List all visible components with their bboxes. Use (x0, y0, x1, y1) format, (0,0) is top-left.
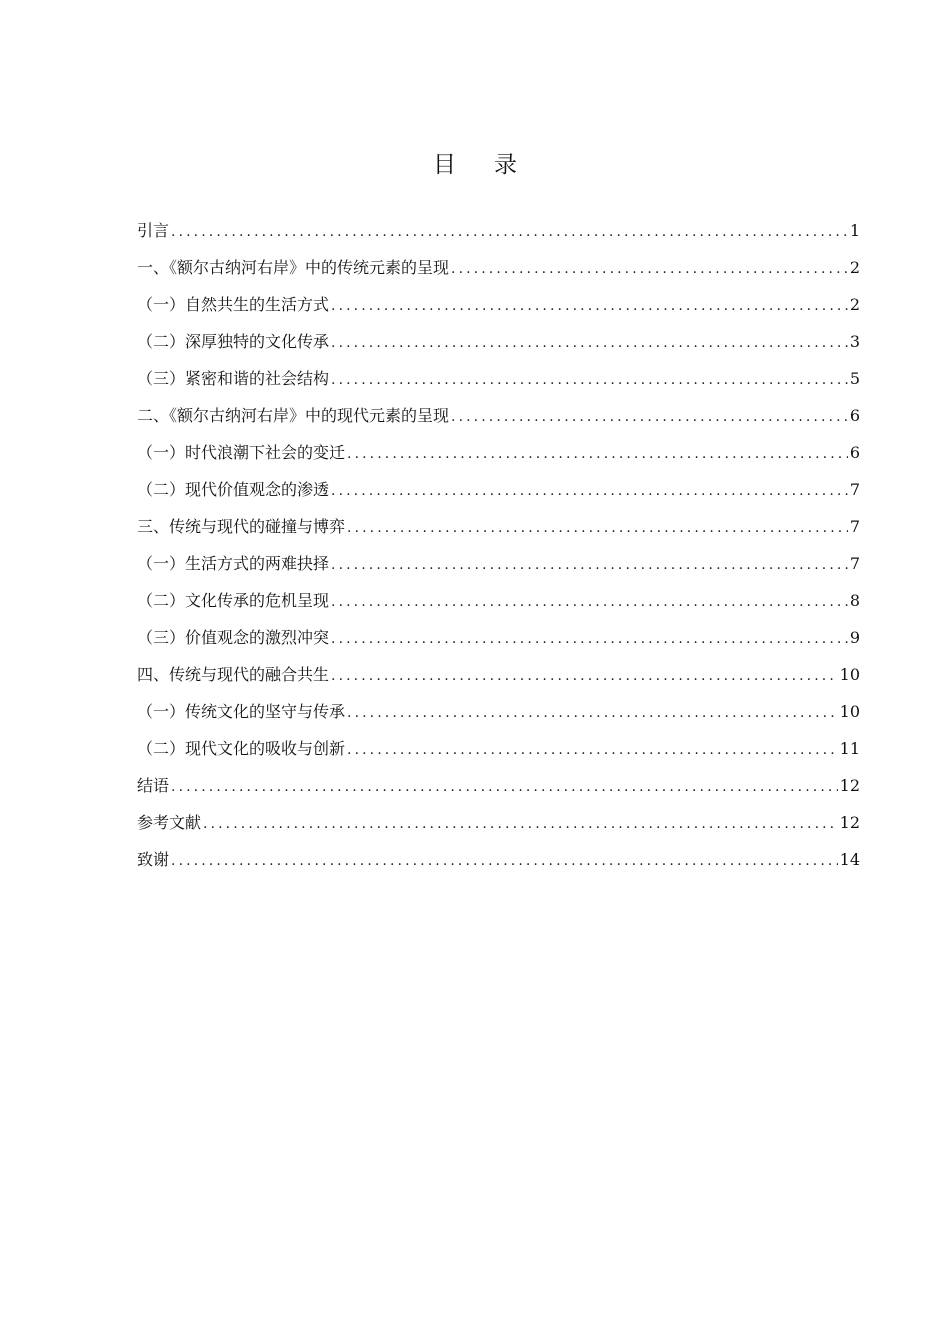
toc-leader-dots (331, 288, 848, 325)
toc-entry-section-1-3[interactable] (137, 360, 860, 397)
toc-leader-dots (203, 806, 838, 843)
toc-entry-label: （一）生活方式的两难抉择 (137, 554, 330, 573)
toc-page-number: 7 (849, 480, 860, 499)
toc-page-number: 2 (849, 295, 860, 314)
toc-entry-chapter-3[interactable] (137, 508, 860, 545)
toc-entry-label: （一）传统文化的坚守与传承 (137, 702, 346, 721)
toc-page-number: 8 (849, 591, 860, 610)
toc-page-number: 10 (839, 702, 860, 721)
toc-title (0, 146, 950, 179)
toc-entry-introduction[interactable] (137, 212, 860, 249)
toc-entry-label: 致谢 (137, 850, 170, 869)
toc-entry-label: 三、传统与现代的碰撞与博弈 (137, 517, 346, 536)
toc-leader-dots (171, 214, 848, 251)
toc-entry-label: 四、传统与现代的融合共生 (137, 665, 330, 684)
toc-page-number: 6 (849, 443, 860, 462)
toc-entry-label: 引言 (137, 221, 170, 240)
toc-entry-section-3-3[interactable] (137, 619, 860, 656)
toc-page-number: 10 (839, 665, 860, 684)
toc-entry-label: （二）文化传承的危机呈现 (137, 591, 330, 610)
toc-entry-section-1-1[interactable] (137, 286, 860, 323)
toc-entry-label: （三）价值观念的激烈冲突 (137, 628, 330, 647)
toc-leader-dots (331, 473, 848, 510)
toc-leader-dots (347, 695, 838, 732)
toc-page-number: 6 (849, 406, 860, 425)
toc-page-number: 7 (849, 554, 860, 573)
toc-entry-label: （二）深厚独特的文化传承 (137, 332, 330, 351)
toc-leader-dots (171, 843, 838, 880)
toc-leader-dots (347, 510, 848, 547)
toc-entry-label: 参考文献 (137, 813, 202, 832)
toc-entry-label: 二、《额尔古纳河右岸》中的现代元素的呈现 (137, 406, 450, 425)
toc-title-char-1: 目 (433, 152, 456, 178)
toc-entry-label: （二）现代文化的吸收与创新 (137, 739, 346, 758)
toc-entry-label: （二）现代价值观念的渗透 (137, 480, 330, 499)
toc-leader-dots (331, 584, 848, 621)
toc-entry-chapter-2[interactable] (137, 397, 860, 434)
toc-entry-chapter-4[interactable] (137, 656, 860, 693)
toc-page-number: 11 (839, 739, 860, 758)
toc-leader-dots (331, 362, 848, 399)
toc-leader-dots (347, 732, 838, 769)
toc-leader-dots (331, 621, 848, 658)
toc-entry-references[interactable] (137, 804, 860, 841)
toc-page-number: 3 (849, 332, 860, 351)
toc-entry-section-4-2[interactable] (137, 730, 860, 767)
toc-page-number: 12 (839, 776, 860, 795)
toc-page-number: 2 (849, 258, 860, 277)
toc-leader-dots (347, 436, 848, 473)
toc-page-number: 7 (849, 517, 860, 536)
toc-leader-dots (451, 251, 848, 288)
toc-entry-acknowledgements[interactable] (137, 841, 860, 878)
toc-title-char-2: 录 (494, 152, 517, 178)
toc-entry-label: （一）时代浪潮下社会的变迁 (137, 443, 346, 462)
toc-entry-section-2-2[interactable] (137, 471, 860, 508)
toc-entry-label: 一、《额尔古纳河右岸》中的传统元素的呈现 (137, 258, 450, 277)
toc-leader-dots (451, 399, 848, 436)
toc-page-number: 1 (849, 221, 860, 240)
table-of-contents (137, 212, 860, 878)
toc-entry-label: （三）紧密和谐的社会结构 (137, 369, 330, 388)
toc-entry-conclusion[interactable] (137, 767, 860, 804)
toc-leader-dots (171, 769, 838, 806)
toc-page-number: 5 (849, 369, 860, 388)
toc-entry-section-2-1[interactable] (137, 434, 860, 471)
toc-page-number: 14 (839, 850, 860, 869)
toc-entry-section-3-2[interactable] (137, 582, 860, 619)
toc-page-number: 9 (849, 628, 860, 647)
toc-entry-label: 结语 (137, 776, 170, 795)
toc-entry-section-4-1[interactable] (137, 693, 860, 730)
toc-entry-label: （一）自然共生的生活方式 (137, 295, 330, 314)
toc-leader-dots (331, 325, 848, 362)
toc-page-number: 12 (839, 813, 860, 832)
toc-entry-section-1-2[interactable] (137, 323, 860, 360)
toc-leader-dots (331, 547, 848, 584)
toc-entry-chapter-1[interactable] (137, 249, 860, 286)
toc-entry-section-3-1[interactable] (137, 545, 860, 582)
toc-leader-dots (331, 658, 838, 695)
